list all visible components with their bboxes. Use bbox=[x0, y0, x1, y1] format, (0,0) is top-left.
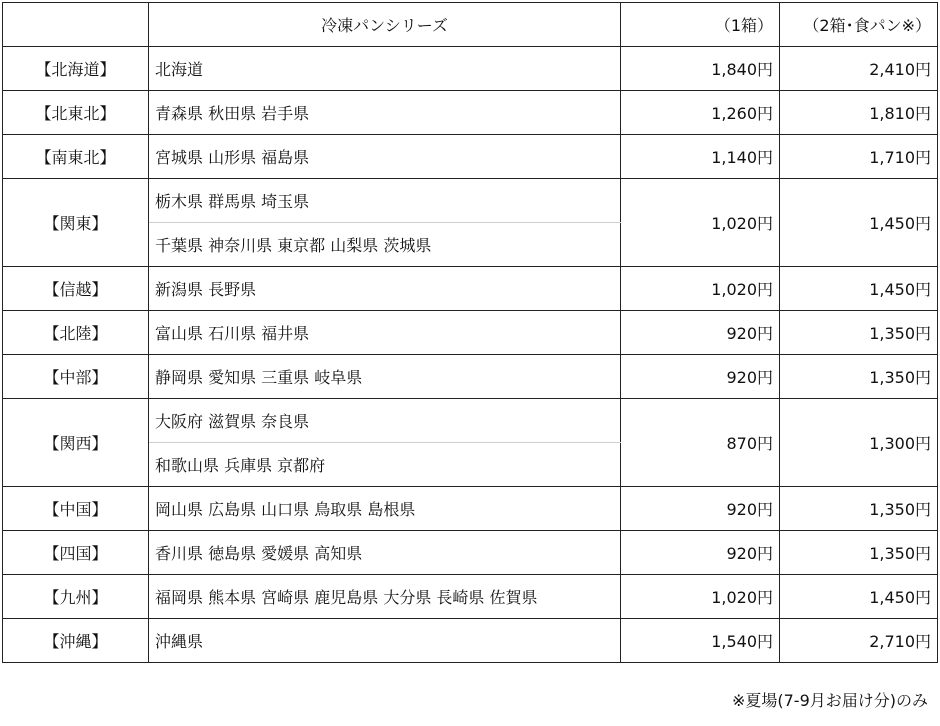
region-cell: 【北陸】 bbox=[3, 311, 149, 355]
prefecture-cell: 福岡県 熊本県 宮崎県 鹿児島県 大分県 長崎県 佐賀県 bbox=[149, 575, 621, 619]
table-row bbox=[3, 575, 938, 619]
price-one-box-cell: 1,540円 bbox=[621, 619, 780, 663]
price-two-box-cell: 1,350円 bbox=[780, 531, 938, 575]
region-cell: 【九州】 bbox=[3, 575, 149, 619]
prefecture-cell: 香川県 徳島県 愛媛県 高知県 bbox=[149, 531, 621, 575]
price-one-box-cell: 870円 bbox=[621, 399, 780, 487]
price-two-box-cell: 1,350円 bbox=[780, 311, 938, 355]
price-one-box-cell: 1,020円 bbox=[621, 267, 780, 311]
region-cell: 【中国】 bbox=[3, 487, 149, 531]
price-one-box-cell: 920円 bbox=[621, 487, 780, 531]
region-cell: 【沖縄】 bbox=[3, 619, 149, 663]
table-row bbox=[3, 135, 938, 179]
price-one-box-cell: 920円 bbox=[621, 531, 780, 575]
prefecture-cell: 沖縄県 bbox=[149, 619, 621, 663]
region-cell: 【南東北】 bbox=[3, 135, 149, 179]
header-price-one-box: （1箱） bbox=[621, 3, 780, 47]
region-cell: 【北東北】 bbox=[3, 91, 149, 135]
price-two-box-cell: 1,300円 bbox=[780, 399, 938, 487]
table-row bbox=[3, 399, 938, 443]
footnote: ※夏場(7-9月お届け分)のみ bbox=[731, 691, 928, 710]
prefecture-cell: 新潟県 長野県 bbox=[149, 267, 621, 311]
prefecture-cell: 和歌山県 兵庫県 京都府 bbox=[149, 443, 621, 487]
price-one-box-cell: 1,020円 bbox=[621, 575, 780, 619]
price-two-box-cell: 1,350円 bbox=[780, 487, 938, 531]
region-cell: 【関東】 bbox=[3, 179, 149, 267]
table-row bbox=[3, 311, 938, 355]
price-one-box-cell: 1,140円 bbox=[621, 135, 780, 179]
header-price-two-box: （2箱･食パン※） bbox=[780, 3, 938, 47]
header-series: 冷凍パンシリーズ bbox=[149, 3, 621, 47]
prefecture-cell: 宮城県 山形県 福島県 bbox=[149, 135, 621, 179]
prefecture-cell: 千葉県 神奈川県 東京都 山梨県 茨城県 bbox=[149, 223, 621, 267]
table-row bbox=[3, 487, 938, 531]
prefecture-cell: 北海道 bbox=[149, 47, 621, 91]
price-one-box-cell: 1,840円 bbox=[621, 47, 780, 91]
table-row bbox=[3, 91, 938, 135]
prefecture-cell: 大阪府 滋賀県 奈良県 bbox=[149, 399, 621, 443]
table-row bbox=[3, 619, 938, 663]
region-cell: 【北海道】 bbox=[3, 47, 149, 91]
prefecture-cell: 栃木県 群馬県 埼玉県 bbox=[149, 179, 621, 223]
header-region bbox=[3, 3, 149, 47]
price-two-box-cell: 1,450円 bbox=[780, 179, 938, 267]
price-two-box-cell: 1,450円 bbox=[780, 575, 938, 619]
region-cell: 【中部】 bbox=[3, 355, 149, 399]
table-row bbox=[3, 531, 938, 575]
price-two-box-cell: 1,710円 bbox=[780, 135, 938, 179]
shipping-rate-table bbox=[2, 2, 938, 663]
price-two-box-cell: 2,710円 bbox=[780, 619, 938, 663]
region-cell: 【四国】 bbox=[3, 531, 149, 575]
price-two-box-cell: 1,350円 bbox=[780, 355, 938, 399]
price-one-box-cell: 920円 bbox=[621, 311, 780, 355]
table-row bbox=[3, 267, 938, 311]
region-cell: 【信越】 bbox=[3, 267, 149, 311]
region-cell: 【関西】 bbox=[3, 399, 149, 487]
table-row bbox=[3, 47, 938, 91]
table-header-row bbox=[3, 3, 938, 47]
table-row bbox=[3, 355, 938, 399]
price-two-box-cell: 2,410円 bbox=[780, 47, 938, 91]
price-one-box-cell: 1,260円 bbox=[621, 91, 780, 135]
price-one-box-cell: 920円 bbox=[621, 355, 780, 399]
prefecture-cell: 静岡県 愛知県 三重県 岐阜県 bbox=[149, 355, 621, 399]
price-one-box-cell: 1,020円 bbox=[621, 179, 780, 267]
table-row bbox=[3, 179, 938, 223]
prefecture-cell: 青森県 秋田県 岩手県 bbox=[149, 91, 621, 135]
price-two-box-cell: 1,450円 bbox=[780, 267, 938, 311]
price-two-box-cell: 1,810円 bbox=[780, 91, 938, 135]
prefecture-cell: 富山県 石川県 福井県 bbox=[149, 311, 621, 355]
prefecture-cell: 岡山県 広島県 山口県 鳥取県 島根県 bbox=[149, 487, 621, 531]
